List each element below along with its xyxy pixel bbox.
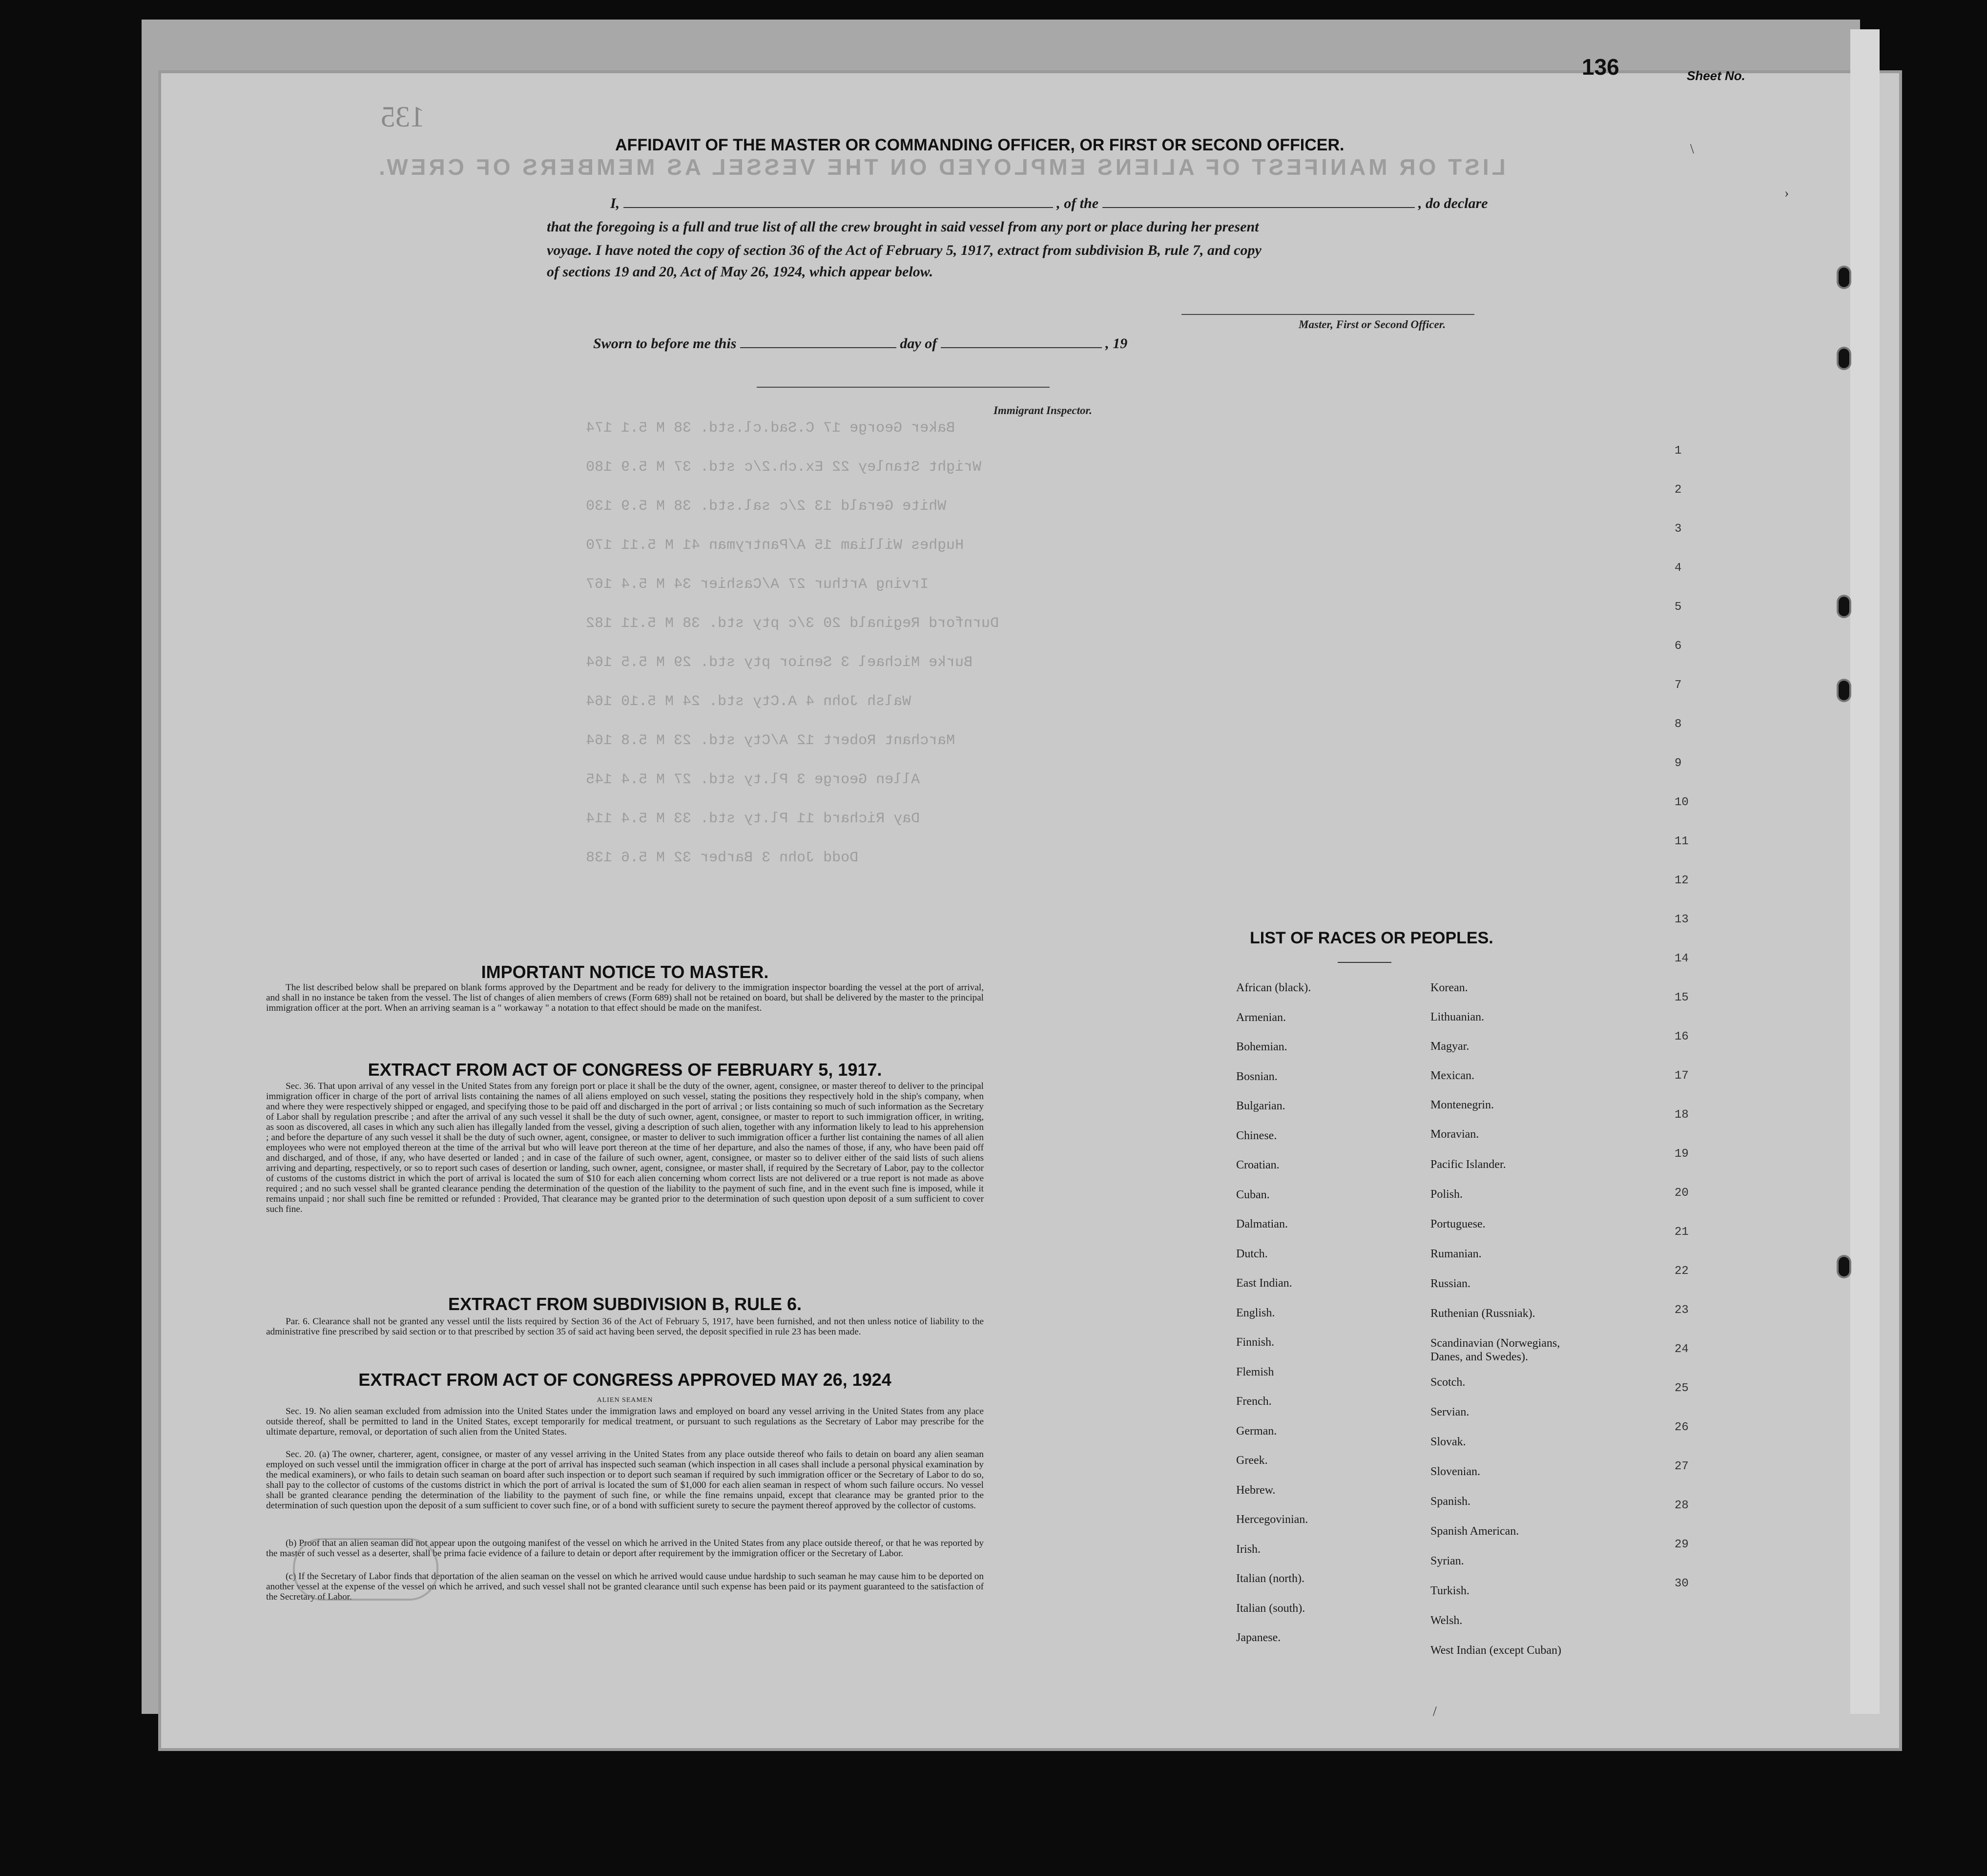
pencil-tick: / <box>1433 1704 1437 1719</box>
aff-do-declare: , do declare <box>1418 195 1488 211</box>
race-item: French. <box>1236 1395 1272 1408</box>
race-item: Servian. <box>1430 1406 1470 1418</box>
row-number: 26 <box>1675 1421 1689 1434</box>
race-item: Hebrew. <box>1236 1483 1276 1497</box>
row-number: 28 <box>1675 1499 1689 1512</box>
bleed-row: Wright Stanley 22 Ex.ch.2/c std. 37 M 5.9 180 <box>586 459 982 476</box>
year-text: , 19 <box>1105 335 1128 352</box>
race-item: Italian (south). <box>1236 1602 1305 1615</box>
row-number: 17 <box>1675 1069 1689 1083</box>
race-item: Finnish. <box>1236 1336 1275 1349</box>
act-1924-sec20c: (c) If the Secretary of Labor finds that deportation of the alien seaman on the vessel on which he arrived would cause undue hardship to such seaman he may cause him to be deported on another vessel at the expense of the vessel on which he arrived, and such vessel shall not be granted clearance until such expense has been paid or its payment guaranteed to the satisfaction of the Secretary of Labor. <box>266 1571 984 1602</box>
race-item: Danes, and Swedes). <box>1430 1351 1528 1363</box>
row-number: 27 <box>1675 1460 1689 1473</box>
race-item: West Indian (except Cuban) <box>1430 1644 1561 1657</box>
row-number: 21 <box>1675 1226 1689 1239</box>
bleed-row: Hughes William 15 A/Pantryman 41 M 5.11 170 <box>586 537 964 554</box>
row-number: 5 <box>1675 601 1682 614</box>
race-item: Bohemian. <box>1236 1041 1287 1053</box>
row-number: 19 <box>1675 1147 1689 1161</box>
race-item: Bosnian. <box>1236 1070 1278 1083</box>
race-item: Dutch. <box>1236 1247 1268 1260</box>
race-item: Polish. <box>1430 1188 1463 1201</box>
punch-hole <box>1839 349 1849 368</box>
race-item: Italian (north). <box>1236 1572 1304 1585</box>
race-item: English. <box>1236 1306 1275 1319</box>
bleed-through-title: LIST OR MANIFEST OF ALIENS EMPLOYED ON THE VESSEL AS MEMBERS OF CREW. <box>376 154 1506 180</box>
act-1917-text: Sec. 36. That upon arrival of any vessel in the United States from any foreign port or place it shall be the duty of the owner, agent, consignee, or master thereof to deliver to the principal immigration officer in charge of the port of arrival lists containing the names of all aliens employed on such vessel, stating the positions they respectively hold in the ship's company, when and where they were respectively shipped or engaged, and specifying those to be paid off and discharged in the port of arrival ; or lists containing so much of such information as the Secretary of Labor shall by regulation prescribe ; and after the arrival of any such vessel it shall be the duty of such owner, agent, consignee, or master to report to such immigration officer, in writing, as soon as discovered, all cases in which any such alien has illegally landed from the vessel, giving a description of such alien, together with any information likely to lead to his apprehension ; and before the departure of any such vessel it shall be the duty of such owner, agent, consignee, or master to deliver to such immigration officer a further list containing the names of all alien employees who were not employed thereon at the time of the arrival but who will leave port thereon at the time of her departure, and also the names of those, if any, who have been paid off and discharged, and of those, if any, who have deserted or landed ; and in case of the failure of such owner, agent, consignee, or master so to deliver either of the said lists of such aliens arriving and departing, respectively, or so to report such cases of desertion or landing, such owner, agent, consignee, or master shall, if required by the Secretary of Labor, pay to the collector of customs of the customs district in which the port of arrival is located the sum of $10 for each alien concerning whom correct lists are not delivered or a true report is not made as above required ; and no such vessel shall be granted clearance pending the determination of the question of the liability to the payment of such fine, and in the event such fine is imposed, while it remains unpaid ; nor shall such fine be remitted or refunded : Provided, That clearance may be granted prior to the determination of such question upon deposit of a sum sufficient to cover such fine. <box>266 1081 984 1214</box>
race-item: Japanese. <box>1236 1631 1281 1644</box>
ghost-page-number: 135 <box>381 101 425 133</box>
master-signature-line[interactable] <box>1181 314 1474 315</box>
row-number: 18 <box>1675 1108 1689 1122</box>
bleed-row: White Gerald 13 2/c sal.std. 38 M 5.9 130 <box>586 498 947 515</box>
race-item: Montenegrin. <box>1430 1099 1494 1111</box>
row-number: 24 <box>1675 1343 1689 1356</box>
row-number: 2 <box>1675 483 1682 497</box>
vessel-blank[interactable] <box>1102 194 1415 208</box>
race-item: Pacific Islander. <box>1430 1158 1506 1171</box>
race-item: Slovenian. <box>1430 1465 1480 1478</box>
affidavit-title: AFFIDAVIT OF THE MASTER OR COMMANDING OFFICER, OR FIRST OR SECOND OFFICER. <box>615 136 1345 154</box>
race-item: Magyar. <box>1430 1040 1470 1053</box>
bleed-row: Baker George 17 C.Sad.cl.std. 38 M 5.1 174 <box>586 420 955 437</box>
punch-hole <box>1839 1257 1849 1276</box>
race-item: Slovak. <box>1430 1436 1466 1448</box>
punch-hole <box>1839 681 1849 700</box>
race-item: Russian. <box>1430 1277 1471 1290</box>
race-item: Scotch. <box>1430 1376 1466 1389</box>
race-item: Syrian. <box>1430 1555 1464 1567</box>
race-item: Ruthenian (Russniak). <box>1430 1307 1535 1320</box>
inspector-label: Immigrant Inspector. <box>994 404 1092 417</box>
race-item: German. <box>1236 1424 1277 1438</box>
act-1924-sec19: Sec. 19. No alien seaman excluded from admission into the United States under the immigration laws and employed on board any vessel arriving in the United States from any place outside thereof, shall be permitted to land in the United States, except temporarily for medical treatment, or pursuant to such regulations as the Secretary of Labor may prescribe for the ultimate departure, removal, or deportation of such alien from the United States. <box>266 1406 984 1437</box>
sworn-month-blank[interactable] <box>941 334 1102 348</box>
bleed-row: Allen George 3 Pl.ty std. 27 M 5.4 145 <box>586 771 920 788</box>
bleed-row: Day Richard 11 Pl.ty std. 33 M 5.4 114 <box>586 811 920 827</box>
row-number: 8 <box>1675 718 1682 731</box>
sworn-text: Sworn to before me this <box>593 335 737 352</box>
alien-seamen-subtitle: ALIEN SEAMEN <box>597 1397 653 1404</box>
race-item: Rumanian. <box>1430 1248 1482 1260</box>
row-number: 1 <box>1675 444 1682 458</box>
race-item: Greek. <box>1236 1454 1268 1467</box>
row-number: 23 <box>1675 1304 1689 1317</box>
row-number: 22 <box>1675 1265 1689 1278</box>
races-title-rule <box>1338 962 1391 963</box>
affidavit-line-4: of sections 19 and 20, Act of May 26, 1924, which appear below. <box>547 264 933 280</box>
bleed-row: Dodd John 3 Barber 32 M 5.6 138 <box>586 850 859 866</box>
bleed-row: Walsh John 4 A.Cty std. 24 M 5.10 164 <box>586 693 911 710</box>
faded-stamp <box>293 1538 438 1601</box>
row-number: 14 <box>1675 952 1689 965</box>
important-notice-title: IMPORTANT NOTICE TO MASTER. <box>481 962 769 982</box>
aff-of-the: , of the <box>1056 195 1099 211</box>
row-number: 25 <box>1675 1382 1689 1395</box>
act-1924-sec20b: (b) Proof that an alien seaman did not appear upon the outgoing manifest of the vessel on which he arrived in the United States from any place outside thereof, or that he was reported by the master of such vessel as a deserter, shall be prima facie evidence of a failure to detain or deport after requirement by the immigration officer or the Secretary of Labor. <box>266 1538 984 1559</box>
row-number: 10 <box>1675 796 1689 809</box>
row-number: 4 <box>1675 562 1682 575</box>
sheet-no-label: Sheet No. <box>1687 68 1745 83</box>
punch-hole <box>1839 268 1849 287</box>
important-notice-text: The list described below shall be prepared on blank forms approved by the Department and be ready for delivery to the immigration inspector boarding the vessel at the port of arrival, and shall in no instance be taken from the vessel. The list of changes of alien members of crews (Form 689) shall not be retained on board, but shall be delivered by the master to the principal immigration officer at the port. When an arriving seaman is a " workaway " a notation to that effect should be made on the manifest. <box>266 982 984 1013</box>
sheet-number: 136 <box>1582 54 1619 80</box>
inspector-signature-line[interactable] <box>757 387 1050 388</box>
bleed-row: Durnford Reginald 20 3/c pty std. 38 M 5.11 182 <box>586 615 999 632</box>
race-item: Chinese. <box>1236 1129 1277 1142</box>
page-edge <box>1850 29 1880 1714</box>
race-item: Moravian. <box>1430 1128 1479 1141</box>
race-item: Hercegovinian. <box>1236 1513 1308 1526</box>
race-item: Welsh. <box>1430 1614 1463 1627</box>
subdivision-b-text: Par. 6. Clearance shall not be granted any vessel until the lists required by Section 36 of the Act of February 5, 1917, have been furnished, and not then unless notice of liability to the administrative fine prescribed by said section or to that prescribed by section 35 of said act having been served, the deposit specified in rule 23 has been made. <box>266 1316 984 1337</box>
act-1917-title: EXTRACT FROM ACT OF CONGRESS OF FEBRUARY 5, 1917. <box>368 1060 882 1080</box>
sworn-day-blank[interactable] <box>740 334 896 348</box>
row-number: 13 <box>1675 913 1689 926</box>
sworn-line <box>593 334 1127 352</box>
race-item: Portuguese. <box>1430 1218 1486 1230</box>
race-item: East Indian. <box>1236 1277 1292 1290</box>
row-number: 30 <box>1675 1577 1689 1590</box>
race-item: Bulgarian. <box>1236 1100 1285 1112</box>
race-item: Korean. <box>1430 981 1468 994</box>
name-blank[interactable] <box>623 194 1053 208</box>
race-item: Turkish. <box>1430 1584 1470 1597</box>
row-number: 3 <box>1675 522 1682 536</box>
race-item: Dalmatian. <box>1236 1218 1288 1230</box>
race-item: African (black). <box>1236 981 1311 994</box>
race-item: Croatian. <box>1236 1159 1280 1171</box>
row-number: 11 <box>1675 835 1689 848</box>
row-number: 9 <box>1675 757 1682 770</box>
row-number: 12 <box>1675 874 1689 887</box>
affidavit-line-3: voyage. I have noted the copy of section 36 of the Act of February 5, 1917, extract from subdivision B, rule 7, and copy <box>547 242 1262 258</box>
race-item: Lithuanian. <box>1430 1011 1484 1023</box>
row-number: 15 <box>1675 991 1689 1004</box>
pencil-tick: \ <box>1690 142 1694 157</box>
race-item: Spanish. <box>1430 1495 1471 1508</box>
day-of-text: day of <box>900 335 937 352</box>
bleed-row: Irving Arthur 27 A/Cashier 34 M 5.4 167 <box>586 576 929 593</box>
affidavit-line-2: that the foregoing is a full and true list of all the crew brought in said vessel from any port or place during her present <box>547 219 1259 235</box>
race-item: Scandinavian (Norwegians, <box>1430 1337 1560 1350</box>
master-signature-label: Master, First or Second Officer. <box>1299 318 1446 331</box>
aff-i: I, <box>610 195 620 211</box>
act-1924-title: EXTRACT FROM ACT OF CONGRESS APPROVED MAY 26, 1924 <box>358 1370 891 1390</box>
race-item: Armenian. <box>1236 1011 1286 1024</box>
race-item: Irish. <box>1236 1542 1261 1556</box>
bleed-row: Burke Michael 3 Senior pty std. 29 M 5.5 164 <box>586 654 973 671</box>
row-number: 20 <box>1675 1187 1689 1200</box>
race-item: Cuban. <box>1236 1188 1270 1201</box>
race-item: Spanish American. <box>1430 1525 1519 1538</box>
row-number: 6 <box>1675 640 1682 653</box>
affidavit-line-1 <box>610 194 1488 212</box>
pencil-tick: › <box>1784 186 1789 201</box>
act-1924-sec20a: Sec. 20. (a) The owner, charterer, agent, consignee, or master of any vessel arriving in the United States from any place outside thereof who fails to detain on board any alien seaman employed on such vessel until the immigration officer in charge at the port of arrival has inspected such seaman (which inspection in all cases shall include a personal physical examination by the medical examiners), or who fails to detain such seaman on board after such inspection or to deport such seaman if required by such immigration officer or the Secretary of Labor to do so, shall pay to the collector of customs of the customs district in which the port of arrival is located the sum of $1,000 for each alien seaman in respect of whom such failure occurs. No vessel shall be granted clearance pending the determination of the liability to the payment of such fine, or while the fine remains unpaid, except that clearance may be granted prior to the determination of such question upon the deposit of a sum sufficient to cover such fine, or of a bond with sufficient surety to secure the payment thereof approved by the collector of customs. <box>266 1449 984 1511</box>
row-number: 16 <box>1675 1030 1689 1043</box>
punch-hole <box>1839 597 1849 616</box>
race-item: Flemish <box>1236 1365 1274 1378</box>
row-number: 29 <box>1675 1538 1689 1551</box>
race-item: Mexican. <box>1430 1069 1474 1082</box>
subdivision-b-title: EXTRACT FROM SUBDIVISION B, RULE 6. <box>448 1294 802 1314</box>
bleed-row: Marchant Robert 12 A/Cty std. 23 M 5.8 164 <box>586 732 955 749</box>
row-number: 7 <box>1675 679 1682 692</box>
races-title: LIST OF RACES OR PEOPLES. <box>1250 929 1493 947</box>
